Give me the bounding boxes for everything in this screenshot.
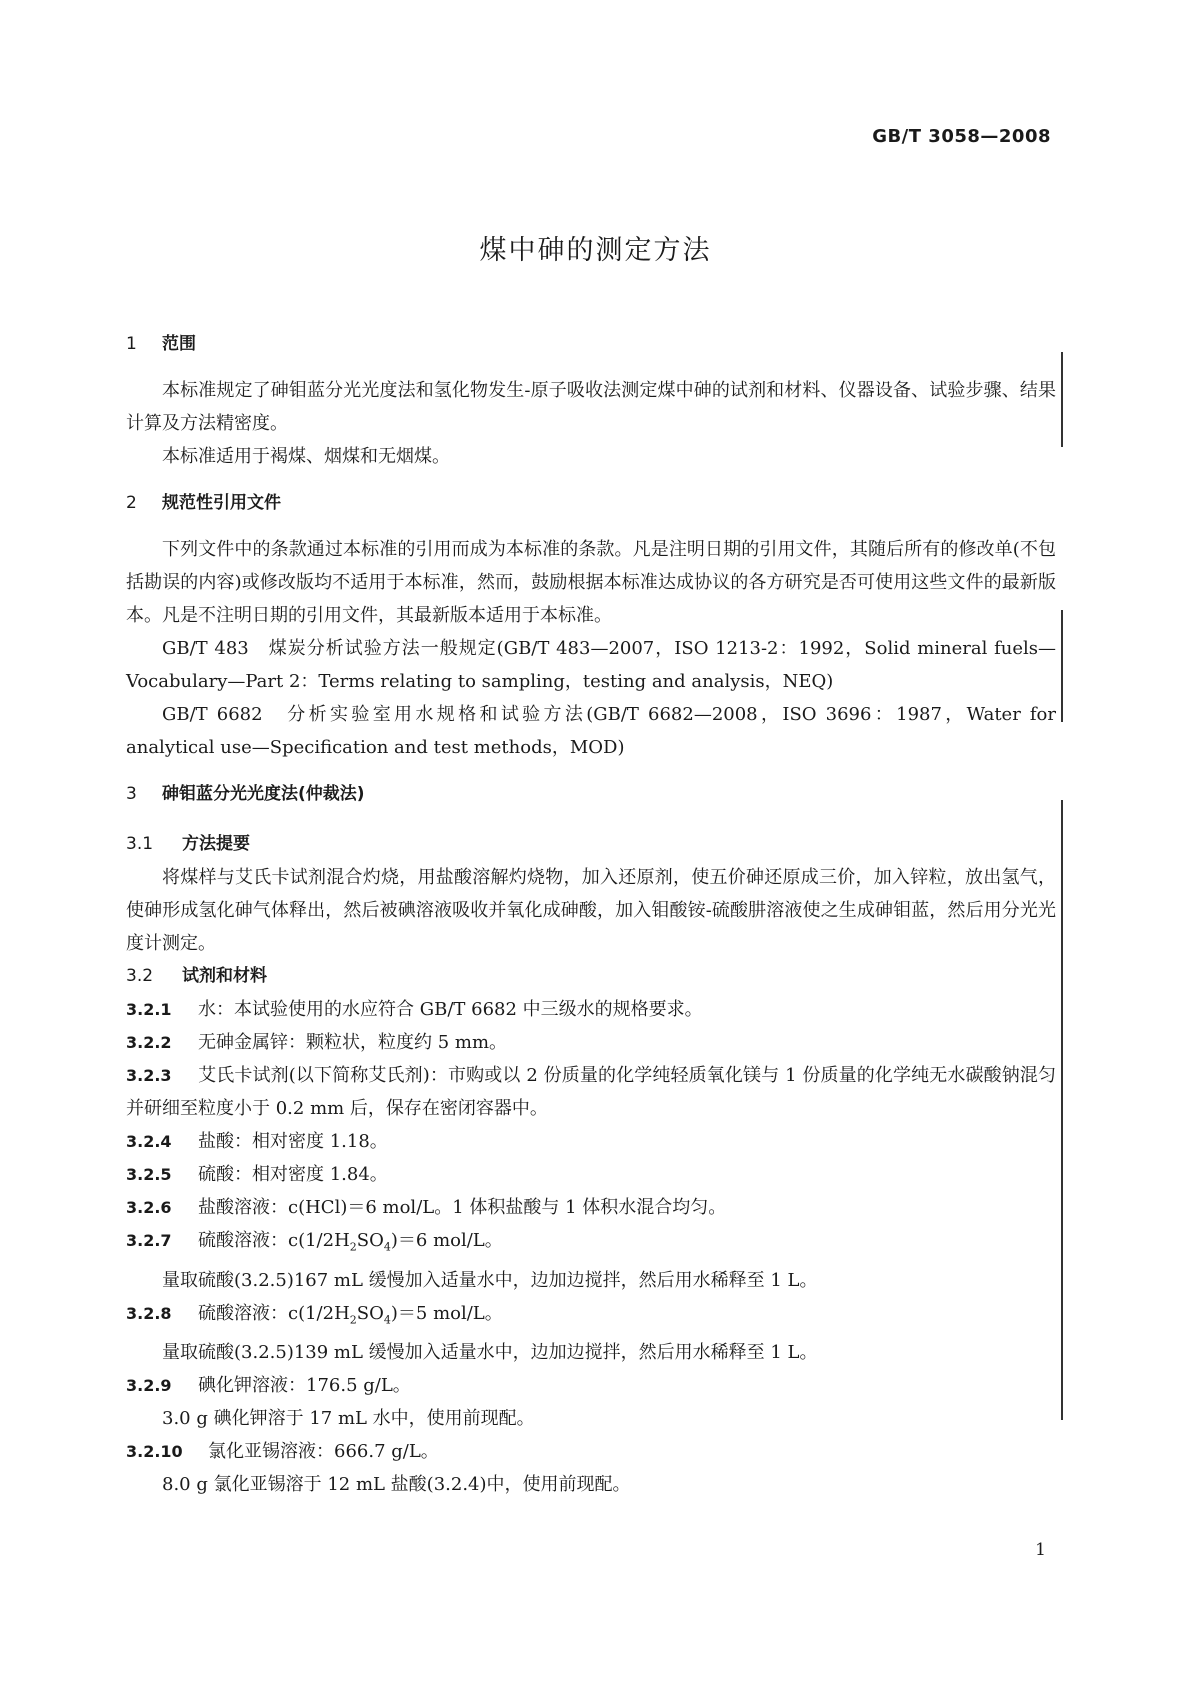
clause-text: 盐酸溶液：c(HCl)＝6 mol/L。1 体积盐酸与 1 体积水混合均匀。 (198, 1197, 727, 1218)
document-title: 煤中砷的测定方法 (479, 235, 712, 266)
clause-number: 3.2.10 (126, 1442, 183, 1462)
subsection-title: 试剂和材料 (182, 966, 267, 986)
clause-item (126, 1191, 1056, 1224)
clause-note: 3.0 g 碘化钾溶于 17 mL 水中，使用前现配。 (162, 1408, 535, 1430)
section-number: 1 (126, 334, 137, 354)
clause-item (126, 993, 1056, 1026)
clause-item (126, 1297, 1056, 1337)
clause-note: 量取硫酸(3.2.5)139 mL 缓慢加入适量水中，边加边搅拌，然后用水稀释至 1 L。 (162, 1342, 818, 1364)
page-number: 1 (1035, 1540, 1046, 1560)
clause-number: 3.2.4 (126, 1132, 172, 1151)
clause-number: 3.2.2 (126, 1033, 172, 1052)
clause-text: 碘化钾溶液：176.5 g/L。 (198, 1375, 411, 1397)
clause-number: 3.2.8 (126, 1303, 172, 1323)
paragraph: 本标准适用于褐煤、烟煤和无烟煤。 (162, 446, 450, 467)
clause-text: 硫酸溶液：$c(1/2H_2SO_4)=6$ mol/L。 (198, 1230, 503, 1254)
clause-item (126, 1158, 1056, 1191)
clause-number: 3.2.9 (126, 1376, 172, 1396)
clause-note: 8.0 g 氯化亚锡溶于 12 mL 盐酸(3.2.4)中，使用前现配。 (162, 1474, 631, 1496)
clause-item (126, 1125, 1056, 1158)
revision-bar-1 (1061, 352, 1063, 447)
clause-text: 艾氏卡试剂(以下简称艾氏剂)：市购或以 2 份质量的化学纯轻质氧化镁与 1 份质量的化学纯无水碳酸钠混匀并研细至粒度小于 0.2 mm 后，保存在密闭容器中。 (126, 1065, 1056, 1119)
section-number: 2 (126, 493, 137, 513)
revision-bar-2 (1061, 610, 1063, 722)
section-title: 规范性引用文件 (162, 493, 281, 513)
section-1-heading (126, 330, 1056, 358)
section-title: 范围 (162, 334, 196, 354)
clause-number: 3.2.5 (126, 1165, 172, 1184)
section-3-heading (126, 780, 1056, 808)
revision-bar-3 (1061, 800, 1063, 1420)
section-2-heading (126, 489, 1056, 517)
clause-item (126, 1369, 1056, 1402)
subsection-number: 3.1 (126, 834, 154, 854)
subsection-title: 方法提要 (182, 834, 250, 854)
clause-text: 水：本试验使用的水应符合 GB/T 6682 中三级水的规格要求。 (198, 999, 703, 1020)
clause-number: 3.2.3 (126, 1066, 172, 1085)
standard-code: GB/T 3058—2008 (872, 126, 1051, 147)
subsection-3-1-heading (126, 828, 1056, 861)
paragraph: 下列文件中的条款通过本标准的引用而成为本标准的条款。凡是注明日期的引用文件，其随后所有的修改单(不包括勘误的内容)或修改版均不适用于本标准，然而，鼓励根据本标准达成协议的各方研究是否可使用这些文件的最新版本。凡是不注明日期的引用文件，其最新版本适用于本标准。 (126, 539, 1056, 626)
subsection-3-2-heading (126, 960, 1056, 993)
clause-number: 3.2.7 (126, 1231, 172, 1250)
clause-item (126, 1224, 1056, 1264)
subsection-number: 3.2 (126, 966, 154, 986)
reference-entry: GB/T 6682 分析实验室用水规格和试验方法(GB/T 6682—2008，ISO 3696：1987，Water for analytical use—Specification and test methods，MOD) (126, 704, 1056, 758)
clause-item (126, 1435, 1056, 1468)
clause-text: 盐酸：相对密度 1.18。 (198, 1131, 388, 1152)
clause-number: 3.2.1 (126, 1000, 172, 1019)
section-number: 3 (126, 784, 137, 804)
clause-text: 硫酸：相对密度 1.84。 (198, 1164, 388, 1185)
clause-text: 氯化亚锡溶液：666.7 g/L。 (208, 1441, 439, 1463)
clause-item (126, 1059, 1056, 1125)
clause-item (126, 1026, 1056, 1059)
document-body (126, 330, 1056, 1501)
clause-text: 硫酸溶液：$c(1/2H_2SO_4)=5$ mol/L。 (198, 1302, 503, 1327)
clause-number: 3.2.6 (126, 1198, 172, 1217)
clause-text: 无砷金属锌：颗粒状，粒度约 5 mm。 (198, 1032, 508, 1053)
reference-entry: GB/T 483 煤炭分析试验方法一般规定(GB/T 483—2007，ISO 1213-2：1992，Solid mineral fuels—Vocabulary—Part 2：Terms relating to sampling，testing and analysis，NEQ) (126, 638, 1056, 692)
section-title: 砷钼蓝分光光度法(仲裁法) (162, 784, 365, 804)
paragraph: 将煤样与艾氏卡试剂混合灼烧，用盐酸溶解灼烧物，加入还原剂，使五价砷还原成三价，加入锌粒，放出氢气，使砷形成氢化砷气体释出，然后被碘溶液吸收并氧化成砷酸，加入钼酸铵-硫酸肼溶液使之生成砷钼蓝，然后用分光光度计测定。 (126, 867, 1056, 954)
paragraph: 本标准规定了砷钼蓝分光光度法和氢化物发生-原子吸收法测定煤中砷的试剂和材料、仪器设备、试验步骤、结果计算及方法精密度。 (126, 380, 1056, 434)
clause-note: 量取硫酸(3.2.5)167 mL 缓慢加入适量水中，边加边搅拌，然后用水稀释至 1 L。 (162, 1269, 818, 1291)
